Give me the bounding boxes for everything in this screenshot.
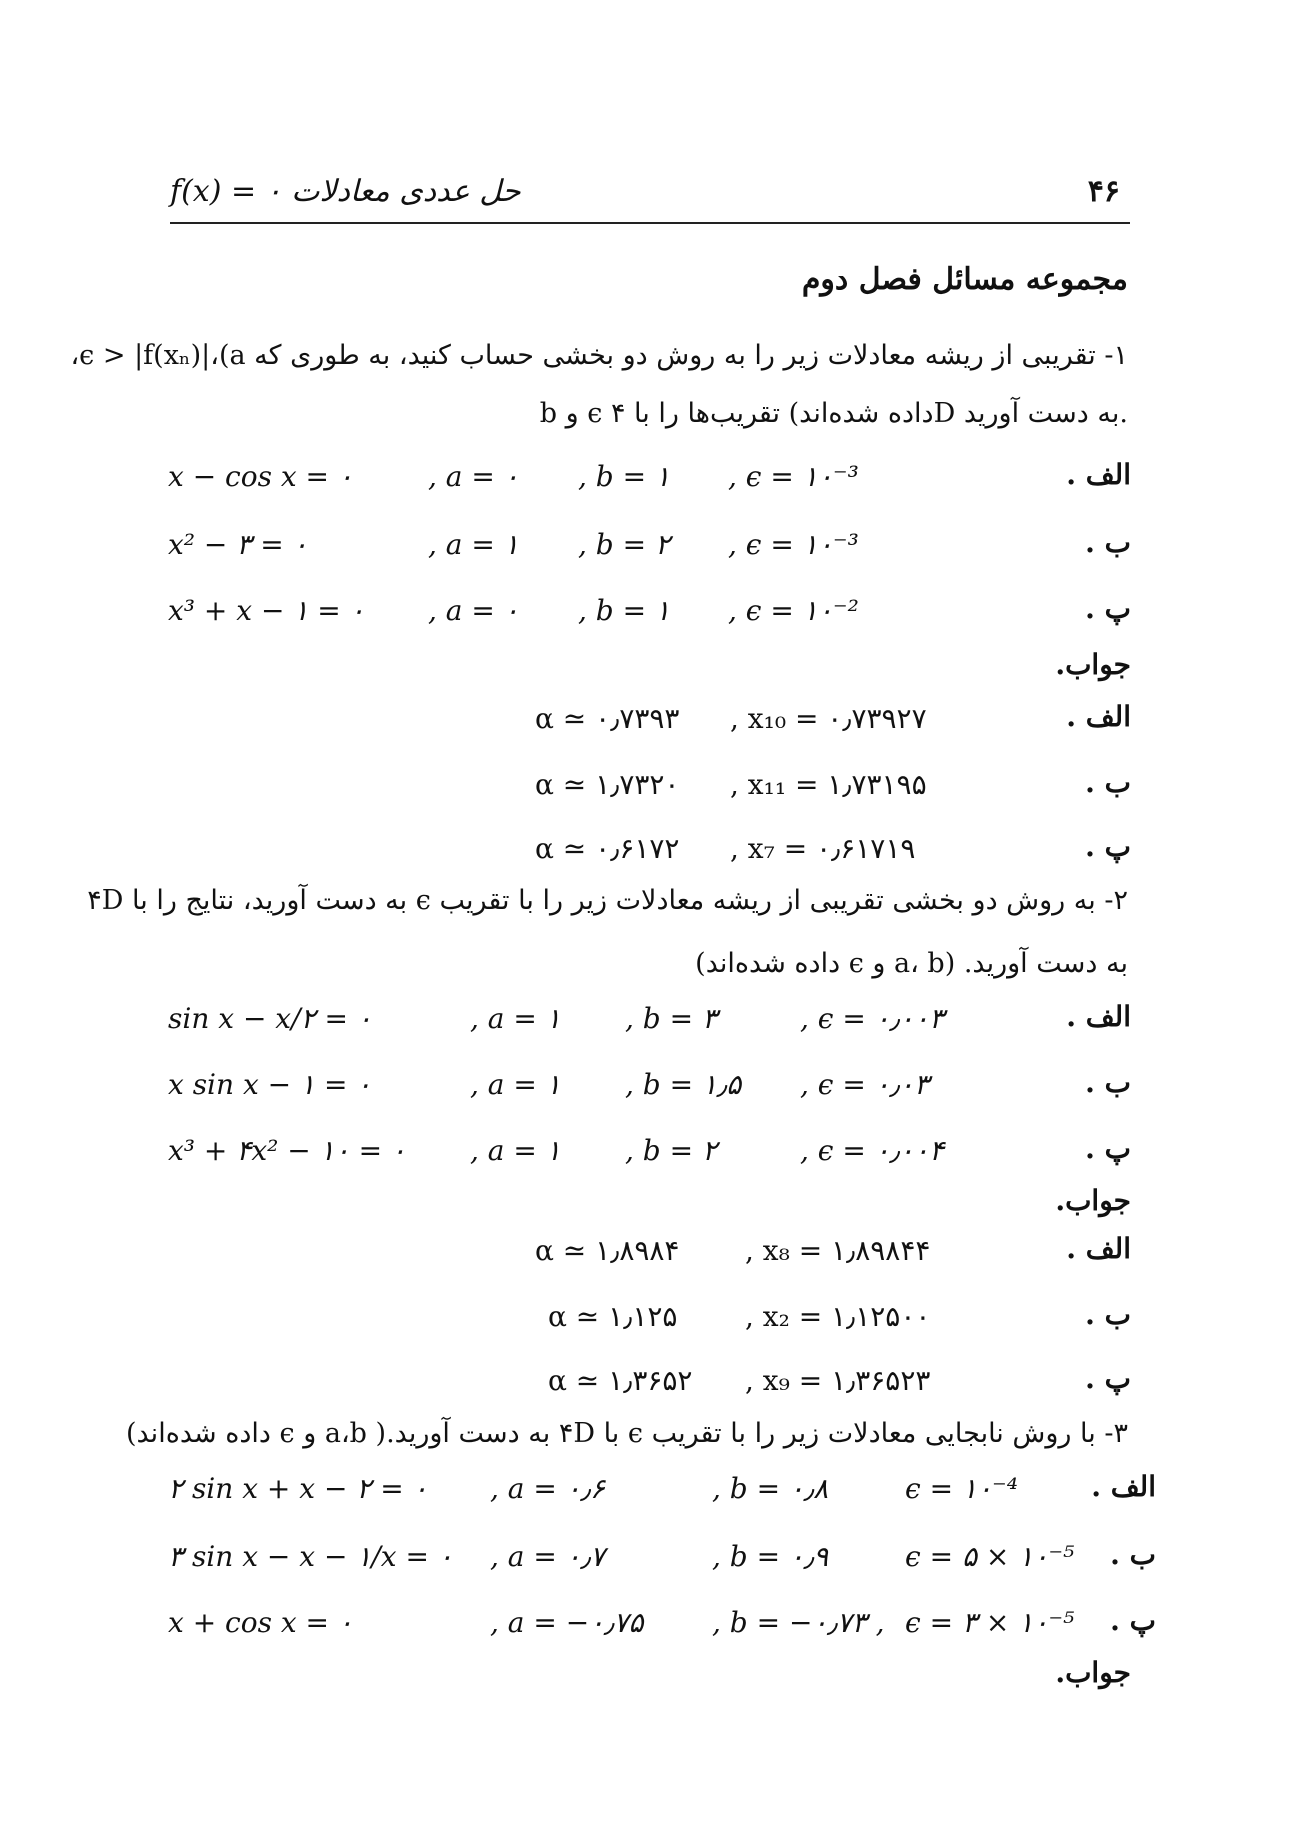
param-b: , b = −۰٫۷۳ ,	[712, 1606, 885, 1639]
answer-label: ب .	[1085, 766, 1131, 799]
param-epsilon: , ϵ = ۰٫۰۰۳	[800, 1002, 945, 1035]
equation: x² − ۳ = ۰	[168, 528, 308, 561]
answer-heading: جواب.	[1055, 1184, 1131, 1217]
iterate-value: , x₂ = ۱٫۱۲۵۰۰	[745, 1300, 931, 1333]
param-a: , a = ۰٫۶	[490, 1472, 605, 1505]
item-label: پ .	[1085, 592, 1131, 625]
answer-label: الف .	[1066, 700, 1131, 733]
item-label: الف .	[1091, 1470, 1156, 1503]
problem2-statement-line2: به دست آورید. (a، b و ϵ داده شده‌اند)	[695, 948, 1128, 979]
param-epsilon: , ϵ = ۱۰⁻³	[728, 460, 859, 493]
equation: ۲ sin x + x − ۲ = ۰	[168, 1472, 428, 1505]
param-a: , a = ۱	[428, 528, 519, 561]
alpha-value: α ≃ ۰٫۷۳۹۳	[535, 702, 680, 735]
equation: sin x − x/۲ = ۰	[168, 1002, 372, 1035]
iterate-value: , x₁₀ = ۰٫۷۳۹۲۷	[730, 702, 927, 735]
param-b: , b = ۲	[578, 528, 671, 561]
item-label: الف .	[1066, 1000, 1131, 1033]
item-label: ب .	[1085, 526, 1131, 559]
alpha-value: α ≃ ۱٫۷۳۲۰	[535, 768, 680, 801]
alpha-value: α ≃ ۱٫۳۶۵۲	[548, 1364, 693, 1397]
page-header	[170, 168, 1130, 224]
item-label: پ .	[1110, 1604, 1156, 1637]
param-epsilon: ϵ = ۳ × ۱۰⁻⁵	[905, 1606, 1075, 1639]
equation: x³ + x − ۱ = ۰	[168, 594, 365, 627]
page-number: ۴۶	[1087, 174, 1120, 209]
equation: x³ + ۴x² − ۱۰ = ۰	[168, 1134, 406, 1167]
running-title: f(x) = ۰ حل عددی معادلات	[170, 174, 521, 209]
alpha-value: α ≃ ۱٫۸۹۸۴	[535, 1234, 680, 1267]
param-epsilon: , ϵ = ۰٫۰۰۴	[800, 1134, 945, 1167]
param-b: , b = ۱٫۵	[625, 1068, 742, 1101]
problem1-statement-line1: ۱- تقریبی از ریشه معادلات زیر را به روش دو بخشی حساب کنید، به طوری که ϵ > |f(xₙ)|،(a،	[70, 340, 1128, 371]
item-label: الف .	[1066, 458, 1131, 491]
param-a: , a = ۱	[470, 1134, 561, 1167]
alpha-value: α ≃ ۰٫۶۱۷۲	[535, 832, 680, 865]
param-a: , a = ۰	[428, 460, 519, 493]
problem2-statement-line1: ۲- به روش دو بخشی تقریبی از ریشه معادلات زیر را با تقریب ϵ به دست آورید، نتایج را با ۴D	[87, 885, 1128, 916]
param-epsilon: , ϵ = ۱۰⁻³	[728, 528, 859, 561]
iterate-value: , x₉ = ۱٫۳۶۵۲۳	[745, 1364, 931, 1397]
answer-label: الف .	[1066, 1232, 1131, 1265]
iterate-value: , x₈ = ۱٫۸۹۸۴۴	[745, 1234, 931, 1267]
equation: x + cos x = ۰	[168, 1606, 353, 1639]
param-a: , a = ۱	[470, 1002, 561, 1035]
param-epsilon: , ϵ = ۱۰⁻²	[728, 594, 859, 627]
equation: ۳ sin x − x − ۱/x = ۰	[168, 1540, 453, 1573]
item-label: ب .	[1085, 1066, 1131, 1099]
item-label: پ .	[1085, 1132, 1131, 1165]
param-epsilon: ϵ = ۱۰⁻⁴	[905, 1472, 1019, 1505]
equation: x sin x − ۱ = ۰	[168, 1068, 372, 1101]
param-a: , a = ۰	[428, 594, 519, 627]
alpha-value: α ≃ ۱٫۱۲۵	[548, 1300, 678, 1333]
answer-label: پ .	[1085, 1362, 1131, 1395]
param-epsilon: , ϵ = ۰٫۰۳	[800, 1068, 929, 1101]
param-b: , b = ۱	[578, 460, 671, 493]
param-b: , b = ۰٫۹	[712, 1540, 829, 1573]
problem3-statement-line1: ۳- با روش نابجایی معادلات زیر را با تقریب ϵ با ۴D به دست آورید.( a،b و ϵ داده شده‌اند)	[125, 1418, 1128, 1449]
answer-label: ب .	[1085, 1298, 1131, 1331]
param-b: , b = ۱	[578, 594, 671, 627]
param-a: , a = ۱	[470, 1068, 561, 1101]
item-label: ب .	[1110, 1538, 1156, 1571]
iterate-value: , x₁₁ = ۱٫۷۳۱۹۵	[730, 768, 927, 801]
section-title: مجموعه مسائل فصل دوم	[801, 262, 1128, 297]
param-b: , b = ۳	[625, 1002, 718, 1035]
equation: x − cos x = ۰	[168, 460, 353, 493]
header-rule	[170, 222, 1130, 224]
param-b: , b = ۲	[625, 1134, 718, 1167]
param-a: , a = −۰٫۷۵	[490, 1606, 644, 1639]
problem1-statement-line2: b و ϵ داده شده‌اند) تقریب‌ها را با ۴D به دست آورید.	[539, 398, 1128, 429]
answer-heading: جواب.	[1055, 1656, 1131, 1689]
answer-heading: جواب.	[1055, 648, 1131, 681]
param-a: , a = ۰٫۷	[490, 1540, 605, 1573]
param-epsilon: ϵ = ۵ × ۱۰⁻⁵	[905, 1540, 1075, 1573]
answer-label: پ .	[1085, 830, 1131, 863]
param-b: , b = ۰٫۸	[712, 1472, 829, 1505]
iterate-value: , x₇ = ۰٫۶۱۷۱۹	[730, 832, 916, 865]
